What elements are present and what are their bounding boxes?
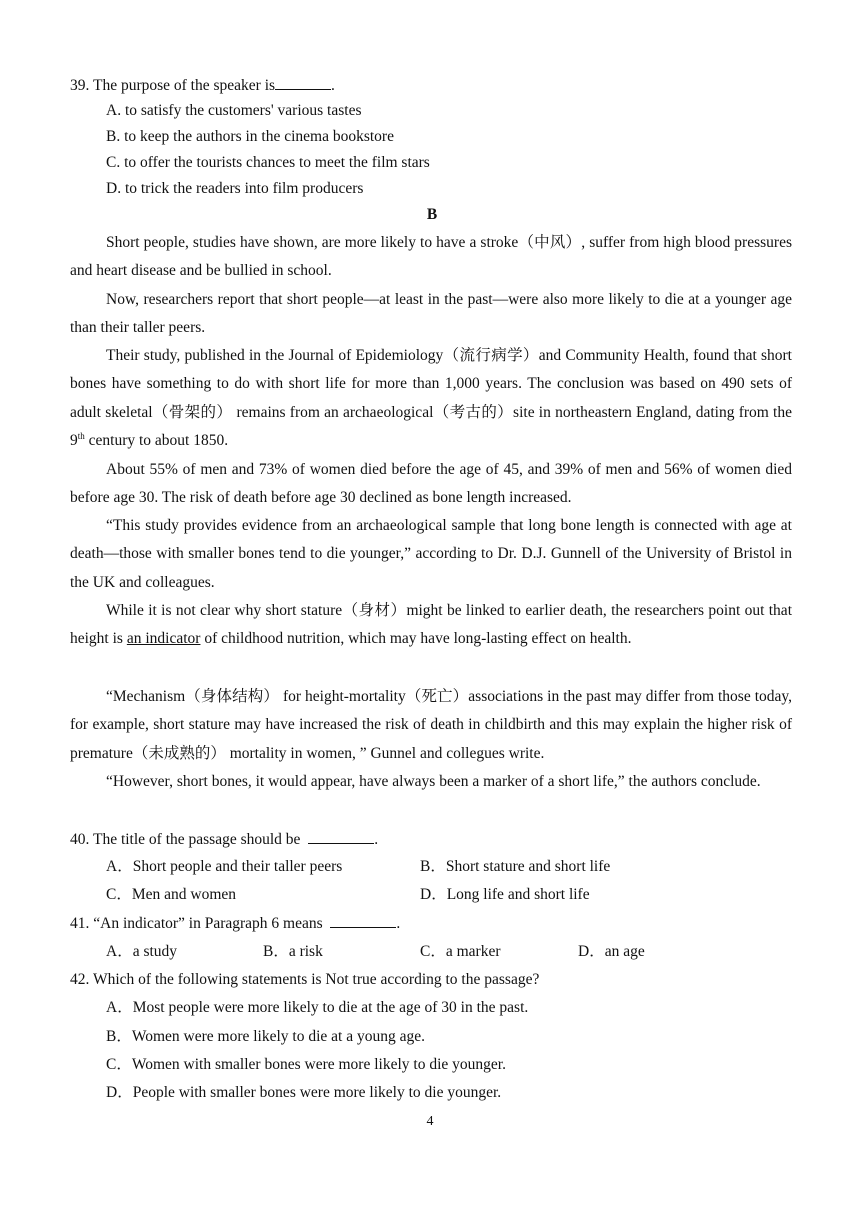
q40-option-a: A．Short people and their taller peers xyxy=(106,858,343,875)
q42-option-b: B．Women were more likely to die at a young age. xyxy=(106,1028,425,1045)
q40-option-c: C．Men and women xyxy=(106,886,237,903)
passage-paragraph-2: Now, researchers report that short people—at least in the past—were also more likely to die at a younger age than their taller peers. xyxy=(70,291,792,337)
q41-blank xyxy=(330,913,396,928)
q41-option-c: C．a marker xyxy=(420,943,501,960)
underlined-phrase: an indicator xyxy=(126,630,201,648)
q39-option-b: B. to keep the authors in the cinema bookstore xyxy=(106,128,394,145)
passage-paragraph-7: “Mechanism（身体结构） for height-mortality（死亡）associations in the past may differ from those today, for example, short stature may have increased the risk of death in childbirth and this may explain the higher risk of premature（未成熟的） mortality in women, ” Gunnel and collegues write. xyxy=(70,688,792,762)
q41-stem xyxy=(70,913,400,934)
passage-paragraph-6 xyxy=(70,597,792,654)
q41-end: . xyxy=(396,915,401,932)
q42-option-d: D．People with smaller bones were more likely to die younger. xyxy=(106,1084,502,1101)
paragraph-3-text: Their study, published in the Journal of Epidemiology（流行病学）and Community Health, found that short bones have something to do with short life for more than 1,000 years. The conclusion was based on 490 sets of adult skeletal（骨架的） remains from an archaeological（考古的）site in northeastern England, dating from the 9 xyxy=(70,347,792,450)
q39-option-c: C. to offer the tourists chances to meet the film stars xyxy=(106,154,430,171)
page-number: 4 xyxy=(426,1114,434,1129)
q40-option-d: D．Long life and short life xyxy=(420,886,590,903)
q39-stem-text: 39. The purpose of the speaker is xyxy=(70,77,276,94)
q41-option-d: D．an age xyxy=(578,943,645,960)
paragraph-6-text-end: of childhood nutrition, which may have long-lasting effect on health. xyxy=(200,630,632,648)
section-heading: B xyxy=(426,206,438,223)
q39-blank xyxy=(275,75,331,90)
passage-paragraph-4: About 55% of men and 73% of women died before the age of 45, and 39% of men and 56% of women died before age 30. The risk of death before age 30 declined as bone length increased. xyxy=(70,461,792,507)
q40-blank xyxy=(308,829,374,844)
ordinal-superscript: th xyxy=(77,431,85,442)
passage-paragraph-3 xyxy=(70,342,792,456)
q41-option-a: A．a study xyxy=(106,943,178,960)
q39-option-a: A. to satisfy the customers' various tastes xyxy=(106,102,362,119)
q41-stem-text: 41. “An indicator” in Paragraph 6 means xyxy=(70,915,323,932)
q41-option-b: B．a risk xyxy=(263,943,323,960)
paragraph-3-text-end: century to about 1850. xyxy=(84,432,229,450)
paragraph-6-text: While it is not clear why short stature（身材）might be linked to earlier death, the researchers point out that height is xyxy=(70,602,792,648)
q40-end: . xyxy=(374,831,379,848)
passage-paragraph-1: Short people, studies have shown, are more likely to have a stroke（中风）, suffer from high blood pressures and heart disease and be bullied in school. xyxy=(70,234,792,280)
passage-paragraph-5: “This study provides evidence from an archaeological sample that long bone length is connected with age at death—those with smaller bones tend to die younger,” according to Dr. D.J. Gunnell of the University of Bristol in the UK and colleagues. xyxy=(70,517,792,591)
q39-stem xyxy=(70,75,335,96)
q40-stem-text: 40. The title of the passage should be xyxy=(70,831,301,848)
q42-stem: 42. Which of the following statements is Not true according to the passage? xyxy=(70,971,540,988)
passage-paragraph-8: “However, short bones, it would appear, have always been a marker of a short life,” the authors conclude. xyxy=(106,773,761,790)
q40-stem xyxy=(70,829,378,850)
q39-option-d: D. to trick the readers into film producers xyxy=(106,180,364,197)
q39-end: . xyxy=(331,77,335,94)
q40-option-b: B．Short stature and short life xyxy=(420,858,611,875)
q42-option-c: C．Women with smaller bones were more likely to die younger. xyxy=(106,1056,506,1073)
q42-option-a: A．Most people were more likely to die at the age of 30 in the past. xyxy=(106,999,529,1016)
